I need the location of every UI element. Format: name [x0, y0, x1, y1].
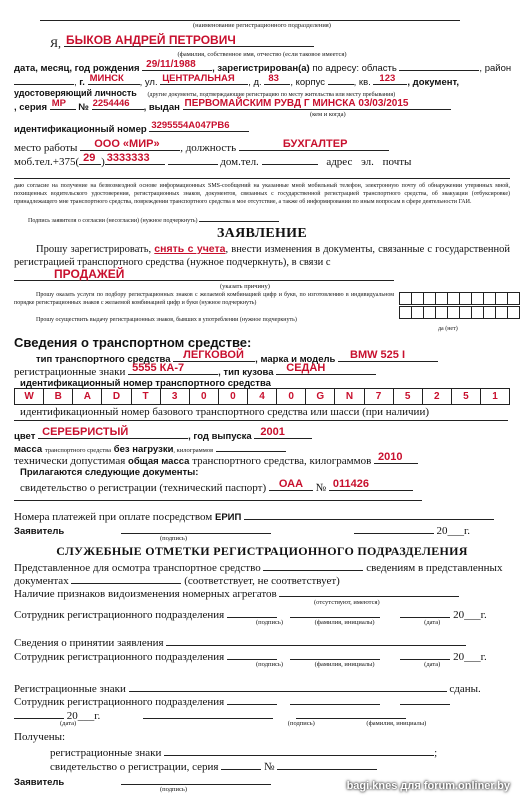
employee-signature-3[interactable]: [227, 694, 277, 705]
district-field[interactable]: [14, 74, 74, 85]
consent-signature-line: Подпись заявителя о согласии (несогласии) (нужное подчеркнуть): [28, 215, 522, 225]
accepted-field[interactable]: [166, 635, 466, 646]
cert-row: свидетельство о регистрации (технический паспорт) ОАА № 011426: [14, 480, 510, 495]
make-model-field[interactable]: BMW 525 I: [338, 351, 438, 362]
employee-fio-3b[interactable]: [296, 708, 406, 719]
employee-date-2[interactable]: [400, 649, 450, 660]
vin-cell[interactable]: A: [73, 389, 102, 404]
marks-field[interactable]: [279, 586, 459, 597]
apartment-field[interactable]: 123: [373, 74, 407, 85]
employee-sign-3b[interactable]: [143, 708, 273, 719]
presented-field[interactable]: [263, 560, 363, 571]
idn-field[interactable]: 3295554А047РВ6: [149, 121, 249, 132]
vin-cell[interactable]: 7: [365, 389, 394, 404]
unloaded-mass-row: масса транспортного средства без нагрузки, килограммов: [14, 441, 510, 456]
applicant-date-field[interactable]: [354, 523, 434, 534]
docs-extra-line[interactable]: [14, 500, 422, 501]
issued-caption: (кем и когда): [310, 111, 346, 118]
documents-row: документах (соответствует, не соответствует): [14, 575, 340, 587]
vin-cell[interactable]: 2: [423, 389, 452, 404]
house-field[interactable]: 83: [264, 74, 290, 85]
cert-number-field[interactable]: 011426: [329, 480, 413, 491]
accepted-row: Сведения о принятии заявления: [14, 635, 510, 650]
applicant-name-field[interactable]: [64, 33, 314, 47]
employee-date-1[interactable]: [400, 607, 450, 618]
home-phone-field[interactable]: [262, 154, 318, 165]
base-vin-line[interactable]: [14, 420, 508, 421]
id-doc-label-row: удостоверяющий личность (другие документы, подтверждающие регистрацию по месту жительства или месту пребывания): [14, 88, 396, 98]
employee-signature-1[interactable]: [227, 607, 277, 618]
name-caption: (фамилия, собственное имя, отчество (если таковое имеется): [177, 51, 347, 58]
phone-row: моб.тел.+375( 29 ) 3333333 дом.тел. адрес эл. почты: [14, 152, 412, 168]
yes-no-caption[interactable]: да (нет): [438, 326, 458, 332]
color-field[interactable]: СЕРЕБРИСТЫЙ: [38, 428, 188, 439]
vin-cell[interactable]: T: [132, 389, 161, 404]
birth-address-row: дата, месяц, год рождения 29/11/1988 , зарегистрирован(а) по адресу: область , район: [14, 59, 512, 74]
plates-handed-row: Регистрационные знаки сданы.: [14, 683, 481, 695]
received-cert-row: свидетельство о регистрации, серия №: [14, 759, 510, 774]
plate-combination-boxes-2[interactable]: [400, 306, 520, 319]
employee-fio-3[interactable]: [290, 694, 380, 705]
employee-fio-1[interactable]: [290, 607, 380, 618]
reg-unit-line[interactable]: [40, 20, 460, 21]
employee-date-3[interactable]: [400, 694, 450, 705]
mobile-code-field[interactable]: 29: [79, 154, 101, 165]
vehicle-type-field[interactable]: ЛЕГКОВОЙ: [173, 351, 255, 362]
employee-captions-1: (подпись) (фамилия, инициалы) (дата): [256, 619, 441, 626]
employee-row-3b: 20___г.: [14, 708, 510, 723]
received-plates-row: регистрационные знаки ;: [50, 747, 438, 759]
region-field[interactable]: [399, 60, 479, 71]
korpus-field[interactable]: [328, 74, 354, 85]
max-mass-row: технически допустимая общая масса транспортного средства, килограммов 2010: [14, 453, 510, 468]
street-field[interactable]: ЦЕНТРАЛЬНАЯ: [160, 74, 248, 85]
employee-fio-2[interactable]: [290, 649, 380, 660]
vin-label: идентификационный номер транспортного средства: [20, 378, 271, 389]
watermark: bagi.knes для forum.onliner.by: [346, 780, 510, 792]
service-title: СЛУЖЕБНЫЕ ОТМЕТКИ РЕГИСТРАЦИОННОГО ПОДРАЗДЕЛЕНИЯ: [56, 544, 468, 558]
marks-caption: (отсутствуют, имеются): [314, 599, 380, 606]
attached-docs-label: Прилагаются следующие документы:: [20, 467, 199, 478]
passport-number-field[interactable]: 2254446: [92, 99, 144, 110]
vin-cell[interactable]: B: [44, 389, 73, 404]
reissue-request-text: Прошу осуществить выдачу регистрационных знаков, бывших в употреблении (нужное подчеркнуть): [36, 317, 297, 323]
address-row: , г. МИНСК , ул. ЦЕНТРАЛЬНАЯ , д. 83 , корпус , кв. 123 , документ,: [14, 74, 510, 89]
employee-date-3b[interactable]: [14, 708, 64, 719]
statement-title: ЗАЯВЛЕНИЕ: [216, 226, 307, 241]
vin-cell[interactable]: 5: [452, 389, 481, 404]
birth-date-field[interactable]: 29/11/1988: [142, 60, 212, 71]
mobile-extra-field[interactable]: [168, 154, 218, 165]
final-signature-field[interactable]: [121, 774, 271, 785]
vin-cell[interactable]: D: [102, 389, 131, 404]
vin-cell[interactable]: G: [306, 389, 335, 404]
employee-signature-2[interactable]: [227, 649, 277, 660]
plates-body-row: регистрационные знаки 5555 КА-7 , тип кузова СЕДАН: [14, 364, 510, 379]
vin-grid[interactable]: [14, 388, 510, 405]
idn-row: идентификационный номер 3295554А047РВ6: [14, 121, 510, 136]
payments-field[interactable]: [244, 509, 494, 520]
signature-caption: (подпись): [160, 535, 187, 542]
received-cert-series[interactable]: [221, 759, 261, 770]
received-plates-field[interactable]: [164, 745, 434, 756]
applicant-signature-field[interactable]: [121, 523, 271, 534]
plates-handed-field[interactable]: [129, 681, 447, 692]
vin-cell[interactable]: W: [15, 389, 44, 404]
applicant-sign-row: Заявитель 20___г.: [14, 525, 471, 537]
final-applicant-row: Заявитель: [14, 774, 510, 789]
vin-cell[interactable]: 1: [492, 391, 498, 402]
received-label: Получены:: [14, 731, 66, 743]
employee-row-3: Сотрудник регистрационного подразделения: [14, 694, 510, 709]
vehicle-type-row: тип транспортного средства ЛЕГКОВОЙ , марка и модель BMW 525 I: [14, 351, 510, 366]
vin-cell[interactable]: 3: [161, 389, 190, 404]
reason-caption: (указать причину): [220, 283, 270, 290]
vin-cell[interactable]: 0: [190, 389, 219, 404]
plate-combination-boxes[interactable]: [400, 292, 520, 305]
vin-cell[interactable]: N: [335, 389, 364, 404]
city-field[interactable]: МИНСК: [88, 74, 140, 85]
reason-field[interactable]: ПРОДАЖЕЙ: [14, 270, 394, 281]
vin-cell[interactable]: 0: [277, 389, 306, 404]
action-value: снять с учета: [154, 243, 226, 255]
payments-row: Номера платежей при оплате посредством ЕРИП: [14, 509, 510, 524]
year-field[interactable]: 2001: [254, 428, 312, 439]
final-signature-caption: (подпись): [160, 786, 187, 793]
statement-text: Прошу зарегистрировать, снять с учета, внести изменения в документы, связанные с государственной регистрацией транспортного средства (нужное подчеркнуть), в связи с: [14, 243, 510, 268]
work-field[interactable]: ООО «МИР»: [80, 140, 180, 151]
employee-captions-3: (дата) (подпись) (фамилия, инициалы): [60, 720, 427, 727]
passport-series-field[interactable]: МР: [50, 99, 76, 110]
mobile-number-field[interactable]: 3333333: [105, 154, 165, 165]
applicant-name-value: БЫКОВ АНДРЕЙ ПЕТРОВИЧ: [66, 33, 236, 47]
conform-field[interactable]: [71, 573, 181, 584]
email-line[interactable]: [14, 178, 510, 179]
vin-cell[interactable]: 4: [248, 389, 277, 404]
position-field[interactable]: БУХГАЛТЕР: [239, 140, 389, 151]
work-row: место работы ООО «МИР» , должность БУХГАЛТЕР: [14, 140, 510, 155]
base-vin-row: идентификационный номер базового транспортного средства или шасси (при наличии): [20, 406, 429, 418]
received-cert-number[interactable]: [277, 759, 377, 770]
employee-row-1: Сотрудник регистрационного подразделения 20___г.: [14, 609, 487, 621]
reg-unit-caption: (наименование регистрационного подразделения): [193, 22, 331, 29]
employee-captions-2: (подпись) (фамилия, инициалы) (дата): [256, 661, 441, 668]
unloaded-mass-field[interactable]: [216, 441, 286, 452]
applicant-name-row: Я, БЫКОВ АНДРЕЙ ПЕТРОВИЧ: [14, 36, 510, 50]
color-year-row: цвет СЕРЕБРИСТЫЙ , год выпуска 2001: [14, 428, 510, 443]
max-mass-field[interactable]: 2010: [374, 453, 418, 464]
issued-by-field[interactable]: ПЕРВОМАЙСКИМ РУВД Г МИНСКА 03/03/2015: [183, 99, 451, 110]
vehicle-section-title: Сведения о транспортном средстве:: [14, 335, 252, 350]
marks-row: Наличие признаков видоизменения номерных агрегатов: [14, 586, 510, 601]
passport-row: , серия МР № 2254446 , выдан ПЕРВОМАЙСКИМ РУВД Г МИНСКА 03/03/2015: [14, 99, 510, 114]
vin-cell[interactable]: 5: [394, 389, 423, 404]
vin-cell[interactable]: 0: [219, 389, 248, 404]
consent-signature-field[interactable]: [199, 215, 279, 222]
plates-field[interactable]: 5555 КА-7: [128, 364, 218, 375]
plates-request-text: Прошу оказать услуги по подбору регистрационных знаков с желаемой комбинацией цифр и букв, по изготовлению в индивидуальном порядке регистрационных знаков с желаемой комбинацией цифр и букв (нужное подчеркнуть): [14, 292, 394, 306]
employee-row-2: Сотрудник регистрационного подразделения 20___г.: [14, 651, 487, 663]
body-type-field[interactable]: СЕДАН: [276, 364, 376, 375]
presented-row: Представленное для осмотра транспортное средство сведениям в представленных: [14, 562, 503, 574]
cert-series-field[interactable]: ОАА: [269, 480, 313, 491]
consent-text: даю согласие на получение на безвозмездной основе информационных SMS-сообщений на указанные мной мобильный телефон, электронную почту об обнаружении утерянных мной, похищенных водительского удостоверения, регистрационных знаков, документов, связанных с государственной регистрацией транспортного средства, об эвакуации (отбуксировке) принадлежащего мне транспортного средства, повреждении транспортного средства в мое отсутствие, а также об информировании по иным вопросам в сфере деятельности ГАИ.: [14, 183, 510, 205]
